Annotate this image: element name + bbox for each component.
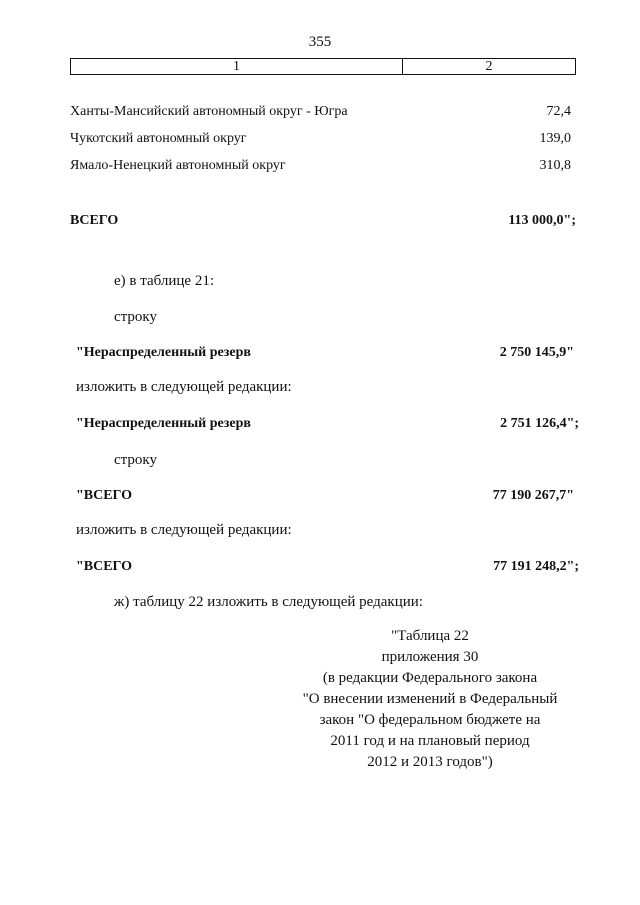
row-value-khanty-mansiysk: 72,4: [546, 104, 571, 119]
reserve-new-value: 2 751 126,4";: [500, 416, 579, 431]
reserve-old-value: 2 750 145,9": [499, 345, 574, 360]
page-number: 355: [308, 34, 332, 50]
row-label-yamalo-nenets: Ямало-Ненецкий автономный округ: [70, 158, 286, 173]
total-value: 113 000,0";: [508, 213, 576, 228]
row-value-yamalo-nenets: 310,8: [539, 158, 571, 173]
caption-line: "Таблица 22: [391, 628, 469, 644]
caption-line: закон "О федеральном бюджете на: [319, 712, 541, 728]
reserve-old-label: "Нераспределенный резерв: [76, 345, 251, 360]
total-new-value: 77 191 248,2";: [493, 559, 579, 574]
replace-instruction-1: изложить в следующей редакции:: [76, 379, 292, 395]
caption-line: 2012 и 2013 годов"): [367, 754, 493, 770]
caption-line: (в редакции Федерального закона: [322, 670, 538, 686]
section-e-intro: е) в таблице 21:: [114, 273, 215, 289]
total-old-value: 77 190 267,7": [492, 488, 574, 503]
caption-line: "О внесении изменений в Федеральный: [302, 691, 558, 707]
reserve-new-label: "Нераспределенный резерв: [76, 416, 251, 431]
replace-instruction-2: изложить в следующей редакции:: [76, 522, 292, 538]
total-old-label: "ВСЕГО: [76, 488, 133, 503]
row-label-chukotka: Чукотский автономный округ: [70, 131, 247, 146]
stroku-label-2: строку: [114, 452, 157, 468]
caption-line: приложения 30: [381, 649, 479, 665]
row-value-chukotka: 139,0: [539, 131, 571, 146]
column-header-table: [70, 58, 576, 75]
total-new-label: "ВСЕГО: [76, 559, 133, 574]
table-22-caption: [280, 626, 580, 773]
stroku-label-1: строку: [114, 309, 157, 325]
column-header-2: 2: [485, 59, 493, 74]
column-header-1: 1: [71, 59, 403, 74]
total-label: ВСЕГО: [70, 213, 119, 228]
caption-line: 2011 год и на плановый период: [330, 733, 530, 749]
row-label-khanty-mansiysk: Ханты-Мансийский автономный округ - Югра: [70, 104, 348, 119]
section-zh-intro: ж) таблицу 22 изложить в следующей редакции:: [114, 594, 423, 610]
